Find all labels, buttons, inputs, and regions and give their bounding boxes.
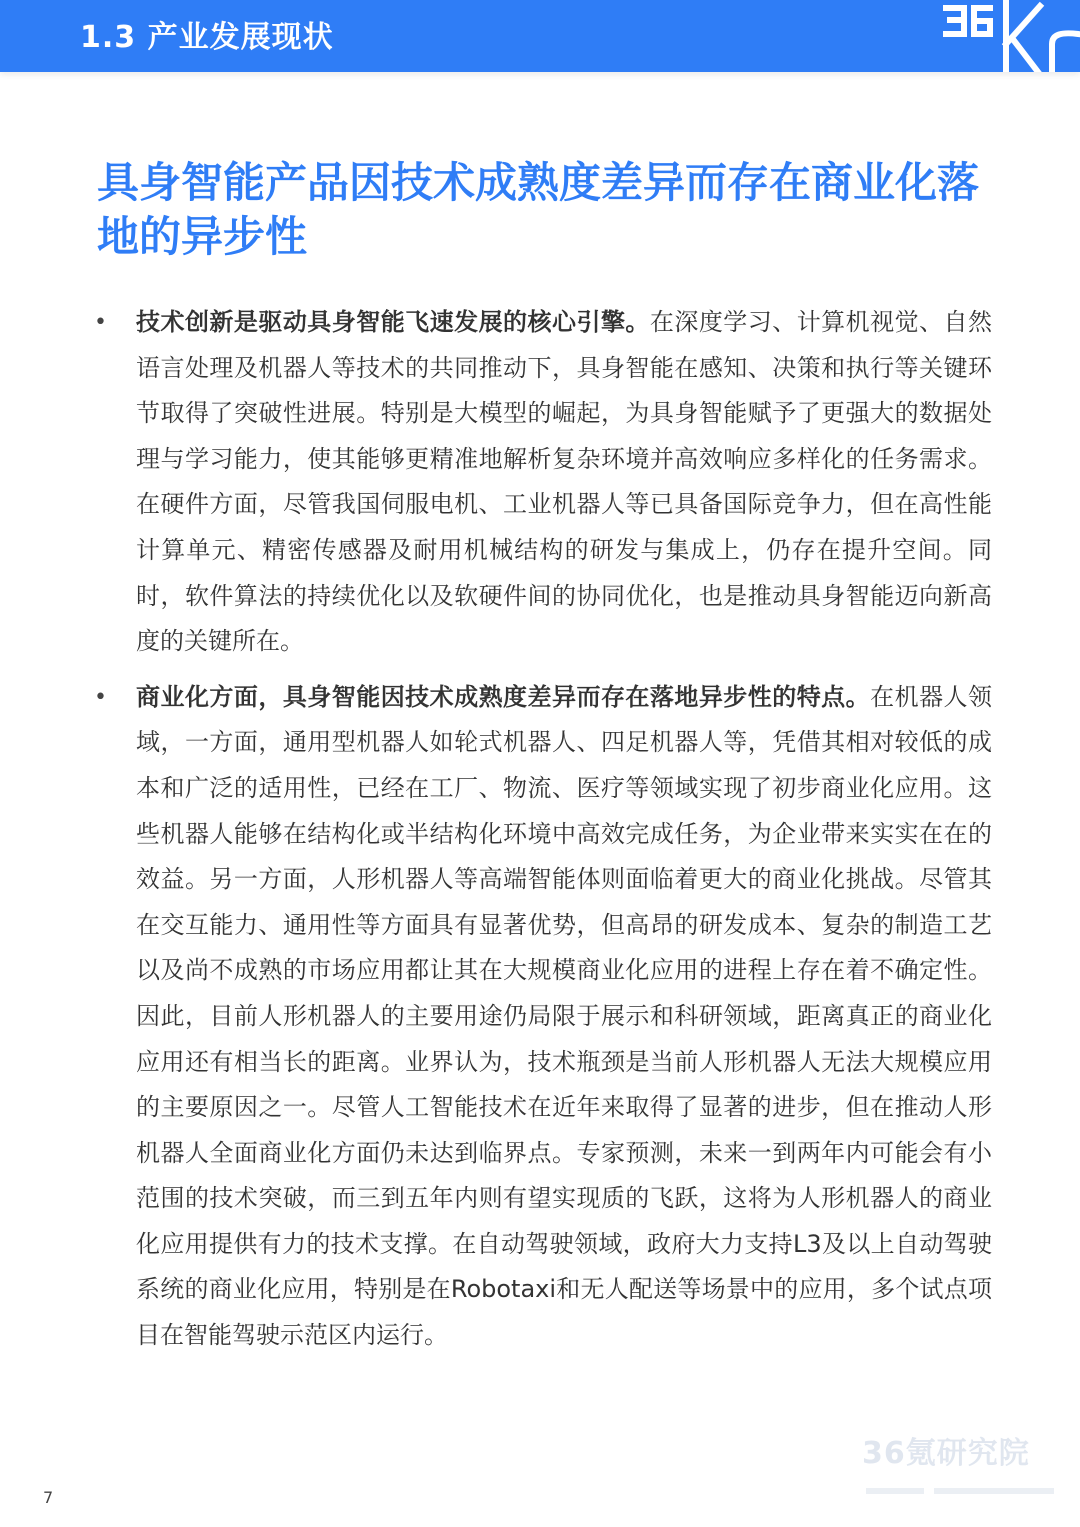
watermark: 36氪研究院 — [862, 1436, 1030, 1471]
page-number: 7 — [43, 1488, 54, 1507]
bullet-item-tech-innovation — [92, 300, 992, 665]
bullet-text: 在深度学习、计算机视觉、自然语言处理及机器人等技术的共同推动下，具身智能在感知、决策和执行等关键环节取得了突破性进展。特别是大模型的崛起，为具身智能赋予了更强大的数据处理与学习能力，使其能够更精准地解析复杂环境并高效响应多样化的任务需求。在硬件方面，尽管我国伺服电机、工业机器人等已具备国际竞争力，但在高性能计算单元、精密传感器及耐用机械结构的研发与集成上，仍存在提升空间。同时，软件算法的持续优化以及软硬件间的协同优化，也是推动具身智能迈向新高度的关键所在。 — [136, 308, 993, 656]
page-headline: 具身智能产品因技术成熟度差异而存在商业化落地的异步性 — [97, 158, 980, 261]
watermark-subline — [866, 1484, 1056, 1498]
bullet-item-commercialization — [92, 675, 992, 1359]
bullet-lead: 技术创新是驱动具身智能飞速发展的核心引擎。 — [136, 308, 650, 336]
header-bar — [0, 0, 1080, 72]
bullet-list — [92, 300, 992, 1369]
section-label: 1.3 产业发展现状 — [80, 20, 334, 55]
bullet-lead: 商业化方面，具身智能因技术成熟度差异而存在落地异步性的特点。 — [136, 682, 871, 711]
bullet-dot-icon: • — [94, 310, 107, 335]
bullet-dot-icon: • — [94, 684, 107, 710]
bullet-text: 在机器人领域，一方面，通用型机器人如轮式机器人、四足机器人等，凭借其相对较低的成本和广泛的适用性，已经在工厂、物流、医疗等领域实现了初步商业化应用。这些机器人能够在结构化或半结构化环境中高效完成任务，为企业带来实实在在的效益。另一方面，人形机器人等高端智能体则面临着更大的商业化挑战。尽管其在交互能力、通用性等方面具有显著优势，但高昂的研发成本、复杂的制造工艺以及尚不成熟的市场应用都让其在大规模商业化应用的进程上存在着不确定性。因此，目前人形机器人的主要用途仍局限于展示和科研领域，距离真正的商业化应用还有相当长的距离。业界认为，技术瓶颈是当前人形机器人无法大规模应用的主要原因之一。尽管人工智能技术在近年来取得了显著的进步，但在推动人形机器人全面商业化方面仍未达到临界点。专家预测，未来一到两年内可能会有小范围的技术突破，而三到五年内则有望实现质的飞跃，这将为人形机器人的商业化应用提供有力的技术支撑。在自动驾驶领域，政府大力支持L3及以上自动驾驶系统的商业化应用，特别是在Robotaxi和无人配送等场景中的应用，多个试点项目在智能驾驶示范区内运行。 — [136, 682, 993, 1350]
brand-logo-36kr — [940, 0, 1080, 72]
